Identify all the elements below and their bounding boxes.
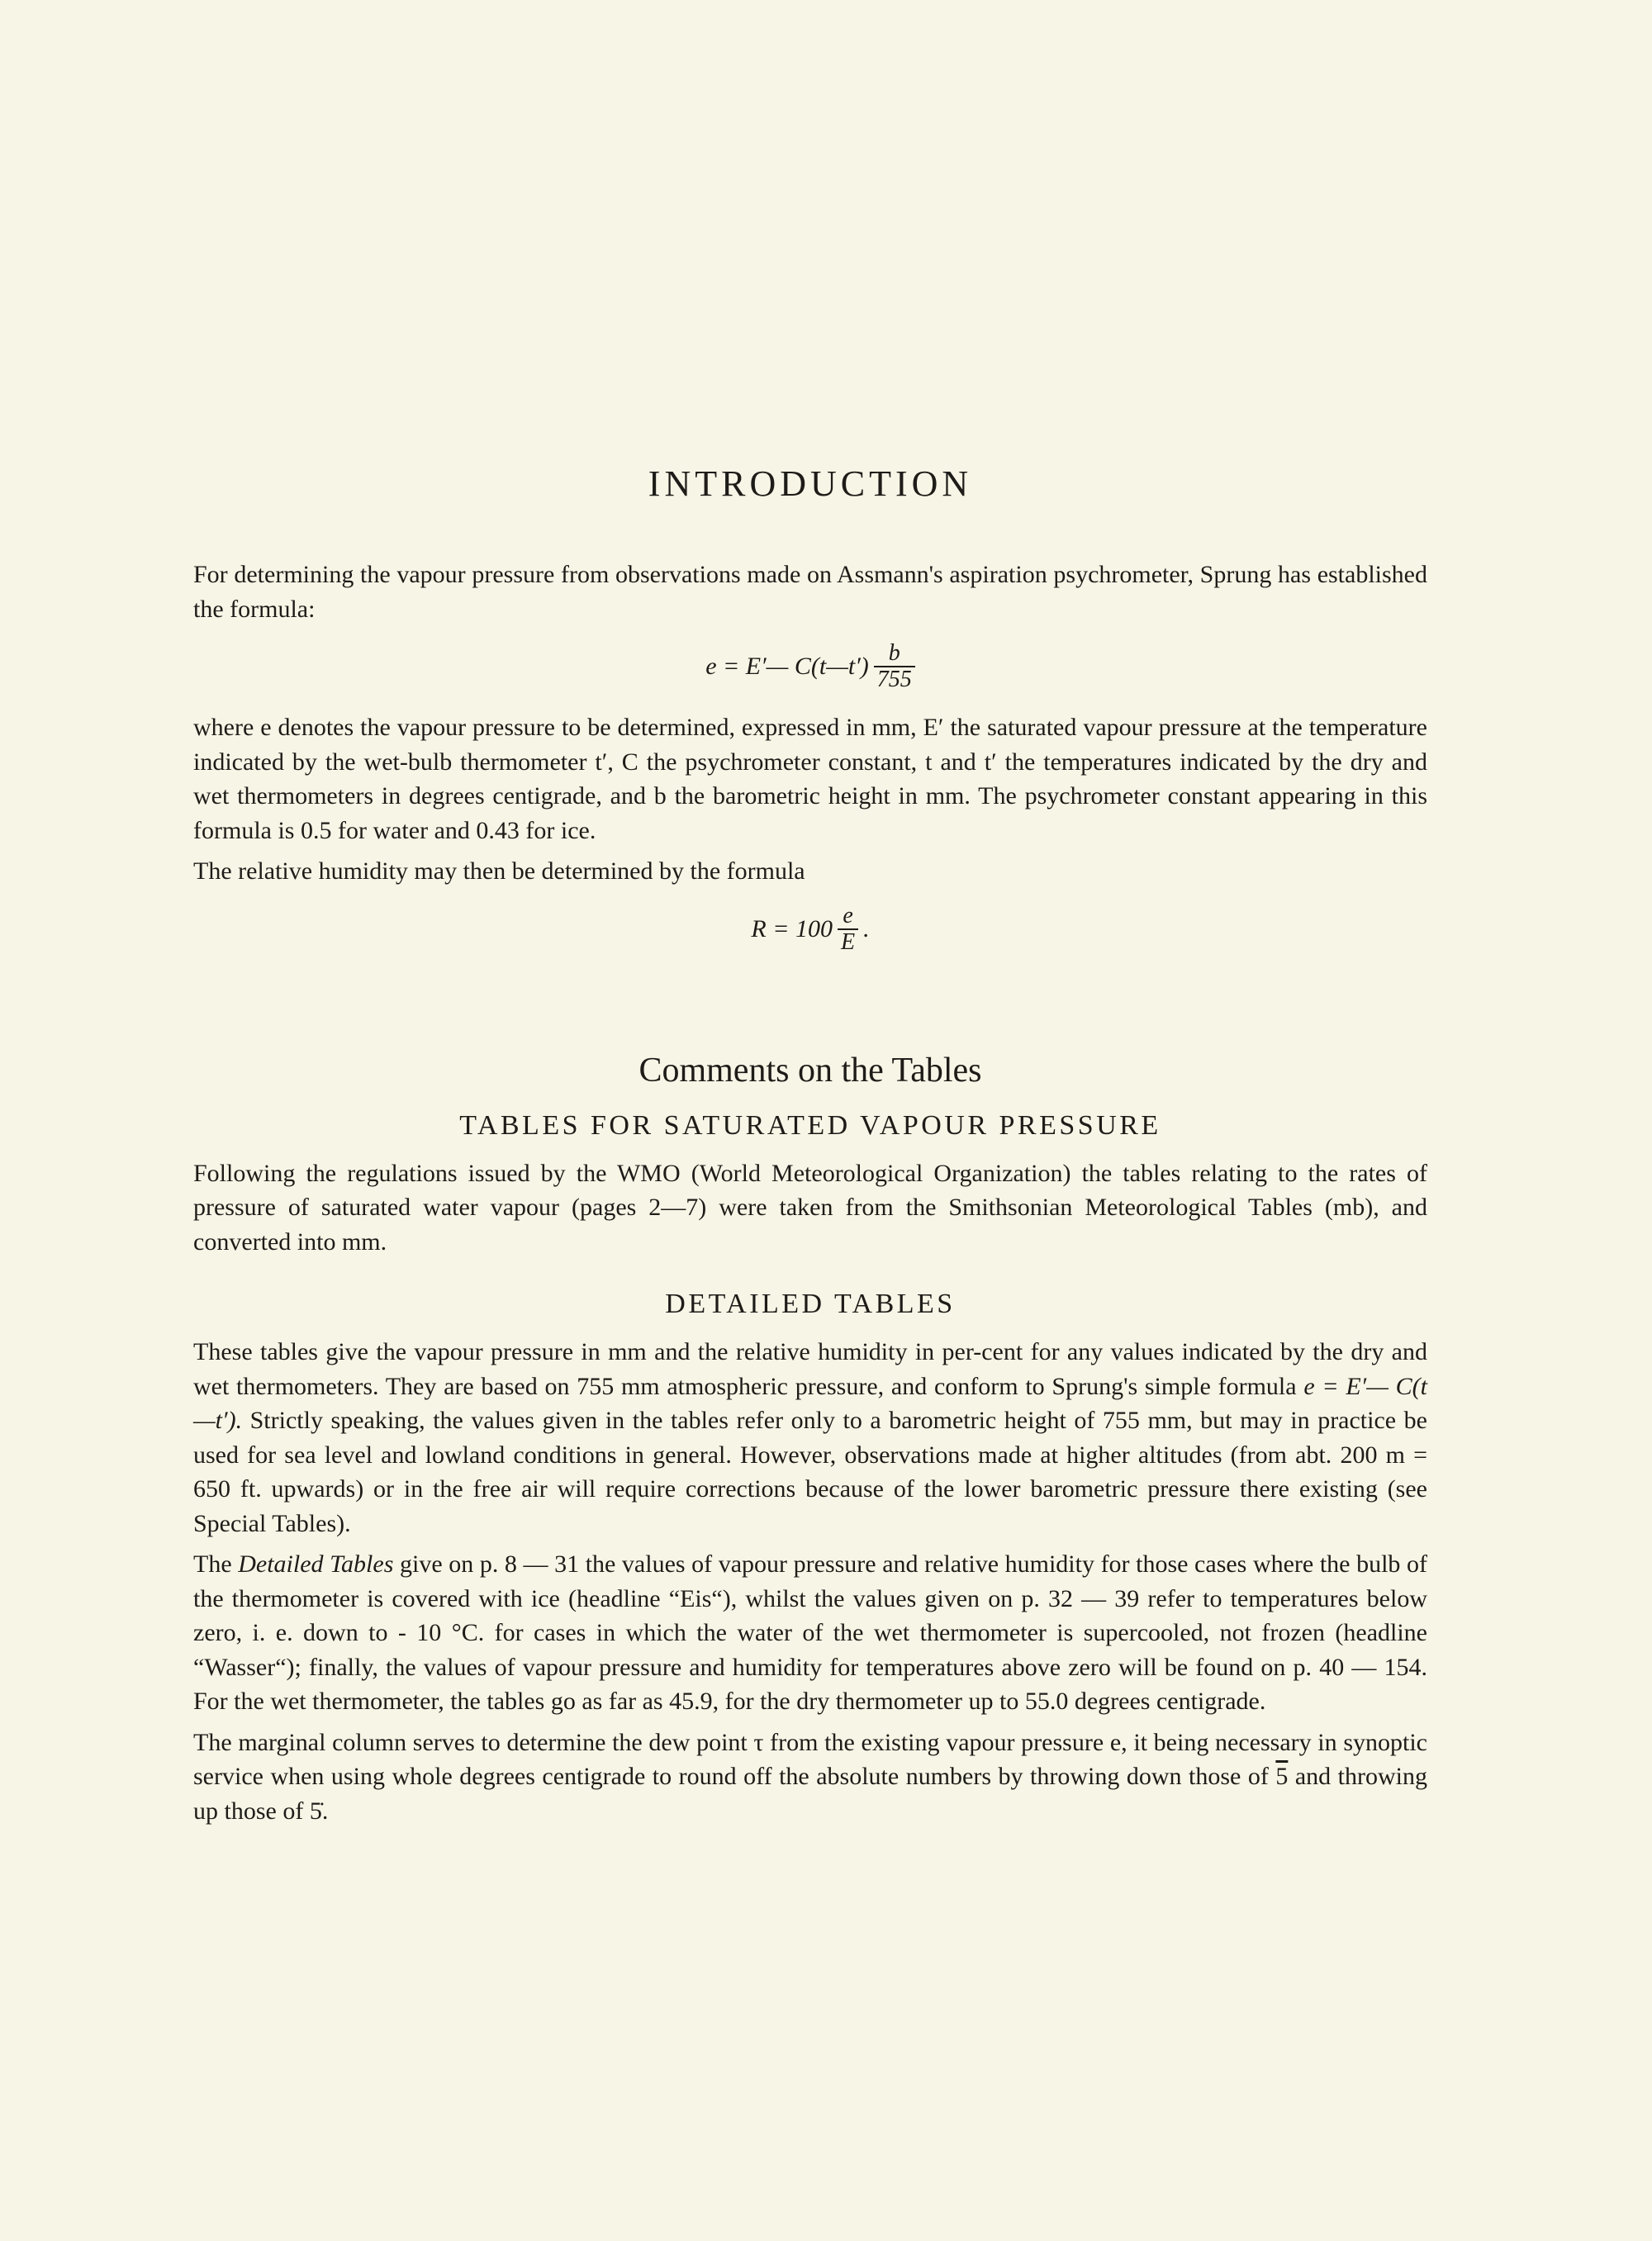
intro-paragraph-1: For determining the vapour pressure from observations made on Assmann's aspiration psychrometer, Sprung has established the formula: (193, 561, 1427, 623)
overlined-five: 5 (1275, 1763, 1289, 1790)
comments-heading: Comments on the Tables (638, 1051, 982, 1090)
fraction-numerator: e (843, 902, 853, 928)
humidity-formula-lhs: R = 100 (751, 914, 833, 942)
fraction-denominator: 755 (874, 666, 915, 692)
text-run: These tables give the vapour pressure in mm and the relative humidity in per-cent for any values indicated by the dry and wet thermometers. They are based on 755 mm atmospheric pressure, and conform to Sprung's simple formula (193, 1338, 1427, 1400)
sprung-formula (193, 641, 1427, 699)
text-run: The marginal column serves to determine the dew point τ from the existing vapour pressure e, it being necessary in synoptic service when using whole degrees centigrade to round off the absolute numbers by throwing down those of (193, 1728, 1427, 1790)
text-run: and throwing up those of (193, 1763, 1428, 1825)
fraction-denominator: E (838, 928, 858, 955)
intro-paragraph-3: The relative humidity may then be determined by the formula (193, 857, 805, 885)
text-run: The (193, 1550, 239, 1578)
detailed-tables-heading: DETAILED TABLES (665, 1289, 956, 1319)
dotted-five: 5̇ (309, 1797, 322, 1825)
emphasis-detailed-tables: Detailed Tables (238, 1550, 394, 1578)
page-title: INTRODUCTION (648, 463, 973, 504)
sprung-formula-lhs: e = E′— C(t—t′) (705, 653, 869, 680)
humidity-formula-trail: . (863, 914, 870, 942)
saturated-tables-heading: TABLES FOR SATURATED VAPOUR PRESSURE (459, 1109, 1161, 1141)
text-run: Strictly speaking, the values given in the tables refer only to a barometric height of 755 mm, but may in practice be used for sea level and lowland conditions in general. However, observations made at higher altitudes (from abt. 200 m = 650 ft. upwards) or in the free air will require corrections because of the lower barometric pressure there existing (see Special Tables). (193, 1407, 1427, 1537)
text-run: . (321, 1797, 329, 1825)
sprung-formula-fraction (874, 641, 915, 692)
inline-formula: e = E′— C(t—t′). (193, 1372, 1427, 1434)
detailed-tables-paragraph-1 (193, 1335, 1427, 1541)
humidity-formula (193, 904, 1427, 961)
saturated-tables-paragraph: Following the regulations issued by the WMO (World Meteorological Organization) the tables relating to the rates of pressure of saturated water vapour (pages 2—7) were taken from the Smithsonian Meteorological Tables (mb), and converted into mm. (193, 1159, 1427, 1256)
detailed-tables-paragraph-3 (193, 1726, 1427, 1829)
fraction-numerator: b (888, 640, 900, 666)
text-run: give on p. 8 — 31 the values of vapour pressure and relative humidity for those cases where the bulb of the thermometer is covered with ice (headline “Eis“), whilst the values given on p. 32 — 39 refer to temperatures below zero, i. e. down to - 10 °C. for cases in which the water of the wet thermometer is supercooled, not frozen (headline “Wasser“); finally, the values of vapour pressure and humidity for temperatures above zero will be found on p. 40 — 154. For the wet thermometer, the tables go as far as 45.9, for the dry thermometer up to 55.0 degrees centigrade. (193, 1550, 1427, 1715)
page-content (193, 463, 1427, 1828)
humidity-formula-fraction (838, 904, 858, 955)
detailed-tables-paragraph-2 (193, 1547, 1427, 1719)
intro-paragraph-2: where e denotes the vapour pressure to be determined, expressed in mm, E′ the saturated vapour pressure at the temperature indicated by the wet-bulb thermometer t′, C the psychrometer constant, t and t′ the temperatures indicated by the dry and wet thermometers in degrees centigrade, and b the barometric height in mm. The psychrometer constant appearing in this formula is 0.5 for water and 0.43 for ice. (193, 714, 1427, 844)
